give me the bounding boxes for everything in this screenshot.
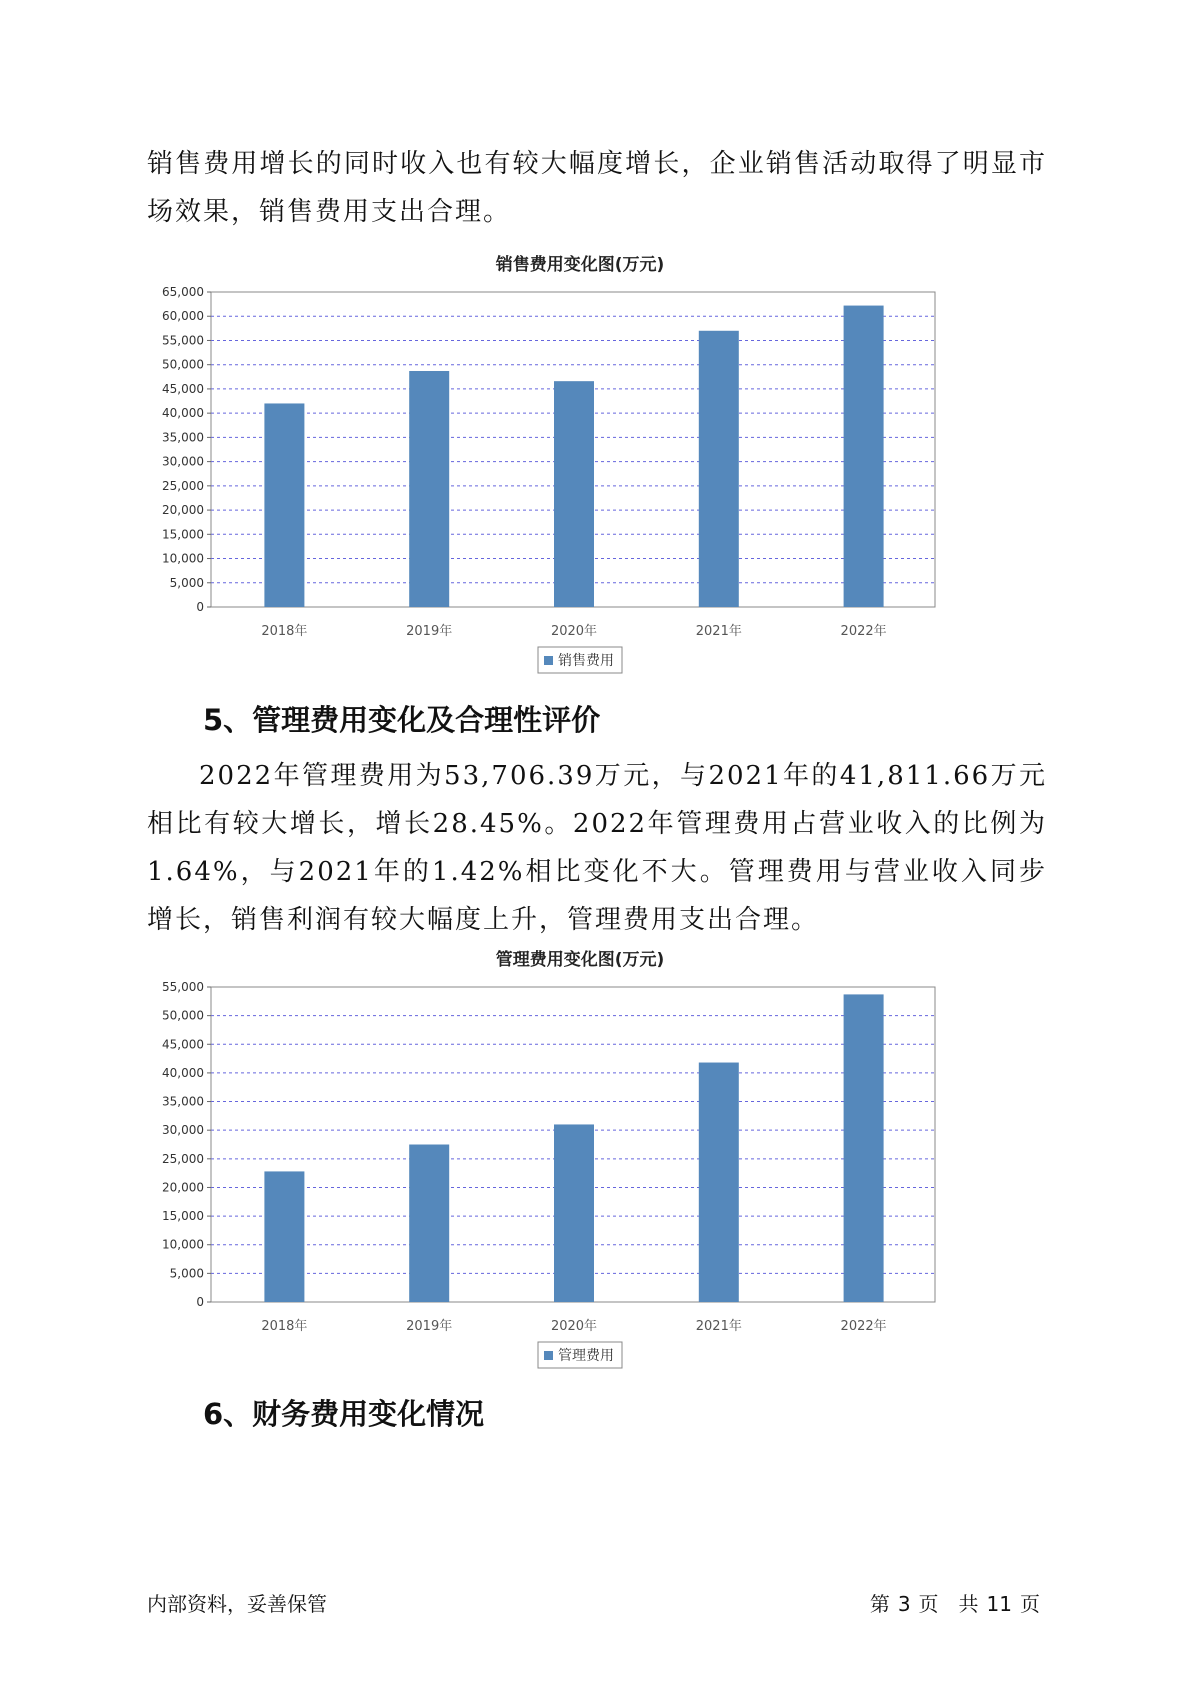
y-tick-label: 40,000 [162,406,204,421]
x-tick-label: 2019年 [406,1319,453,1334]
y-tick-label: 50,000 [162,357,204,372]
x-tick-label: 2018年 [261,624,308,639]
bar-2022年 [844,994,884,1302]
x-tick-label: 2020年 [550,1319,598,1334]
y-tick-label: 20,000 [162,1180,204,1195]
x-tick-label: 2018年 [261,1319,308,1334]
bar-2019年 [409,1145,449,1303]
legend-label: 销售费用 [558,653,614,669]
y-tick-label: 65,000 [162,285,204,299]
paragraph-admin-expense: 2022年管理费用为53,706.39万元，与2021年的41,811.66万元相比有较大增长，增长28.45%。2022年管理费用占营业收入的比例为1.64%，与2021年的1.42%相比变化不大。管理费用与营业收入同步增长，销售利润有较大幅度上升，管理费用支出合理。 [147,761,1047,935]
y-tick-label: 10,000 [162,1237,204,1252]
bar-2019年 [409,371,449,607]
page-suffix: 页 [1020,1592,1040,1616]
y-tick-label: 45,000 [162,1037,204,1052]
y-tick-label: 55,000 [162,980,204,994]
admin-expense-chart-svg [140,945,1040,1405]
x-tick-label: 2021年 [695,1319,742,1334]
section-6-heading: 6、财务费用变化情况 [203,1397,485,1431]
paragraph-sales-conclusion: 销售费用增长的同时收入也有较大幅度增长，企业销售活动取得了明显市场效果，销售费用支出合理。 [147,149,1047,227]
y-tick-label: 20,000 [162,503,204,518]
bar-2020年 [554,1124,594,1302]
y-tick-label: 45,000 [162,381,204,396]
x-tick-label: 2022年 [840,1319,887,1334]
y-tick-label: 30,000 [162,454,204,469]
x-tick-label: 2020年 [550,624,598,639]
sales-expense-chart-svg [140,250,1040,710]
x-tick-label: 2022年 [840,624,887,639]
y-tick-label: 35,000 [162,430,204,445]
page-mid: 页 共 [918,1592,979,1616]
y-tick-label: 50,000 [162,1008,204,1023]
y-tick-label: 10,000 [162,551,204,566]
x-tick-label: 2019年 [406,624,453,639]
y-tick-label: 5,000 [169,1266,204,1281]
bar-2018年 [264,403,304,607]
y-tick-label: 15,000 [162,1209,204,1224]
bar-2021年 [699,331,739,607]
y-tick-label: 40,000 [162,1065,204,1080]
x-tick-label: 2021年 [695,624,742,639]
bar-2018年 [264,1171,304,1302]
footer-page-indicator [866,1588,1044,1617]
y-tick-label: 25,000 [162,1151,204,1166]
bar-2022年 [844,306,884,607]
y-tick-label: 30,000 [162,1123,204,1138]
section-5-heading: 5、管理费用变化及合理性评价 [203,703,601,737]
chart-title: 销售费用变化图(万元) [495,255,665,275]
y-tick-label: 5,000 [169,575,204,590]
page-number: 3 [897,1592,911,1616]
total-pages: 11 [986,1592,1012,1616]
legend-swatch [544,656,553,665]
sales-expense-chart [140,250,1040,710]
y-tick-label: 35,000 [162,1094,204,1109]
chart-title: 管理费用变化图(万元) [495,950,665,970]
page-prefix: 第 [869,1592,890,1616]
bar-2021年 [699,1063,739,1302]
y-tick-label: 25,000 [162,478,204,493]
y-tick-label: 60,000 [162,309,204,324]
y-tick-label: 55,000 [162,333,204,348]
y-tick-label: 0 [196,600,204,614]
legend-label: 管理费用 [558,1348,614,1364]
y-tick-label: 0 [196,1295,204,1309]
footer-confidential-note: 内部资料，妥善保管 [147,1592,327,1616]
legend-swatch [544,1351,553,1360]
admin-expense-chart [140,945,1040,1405]
y-tick-label: 15,000 [162,527,204,542]
bar-2020年 [554,381,594,607]
